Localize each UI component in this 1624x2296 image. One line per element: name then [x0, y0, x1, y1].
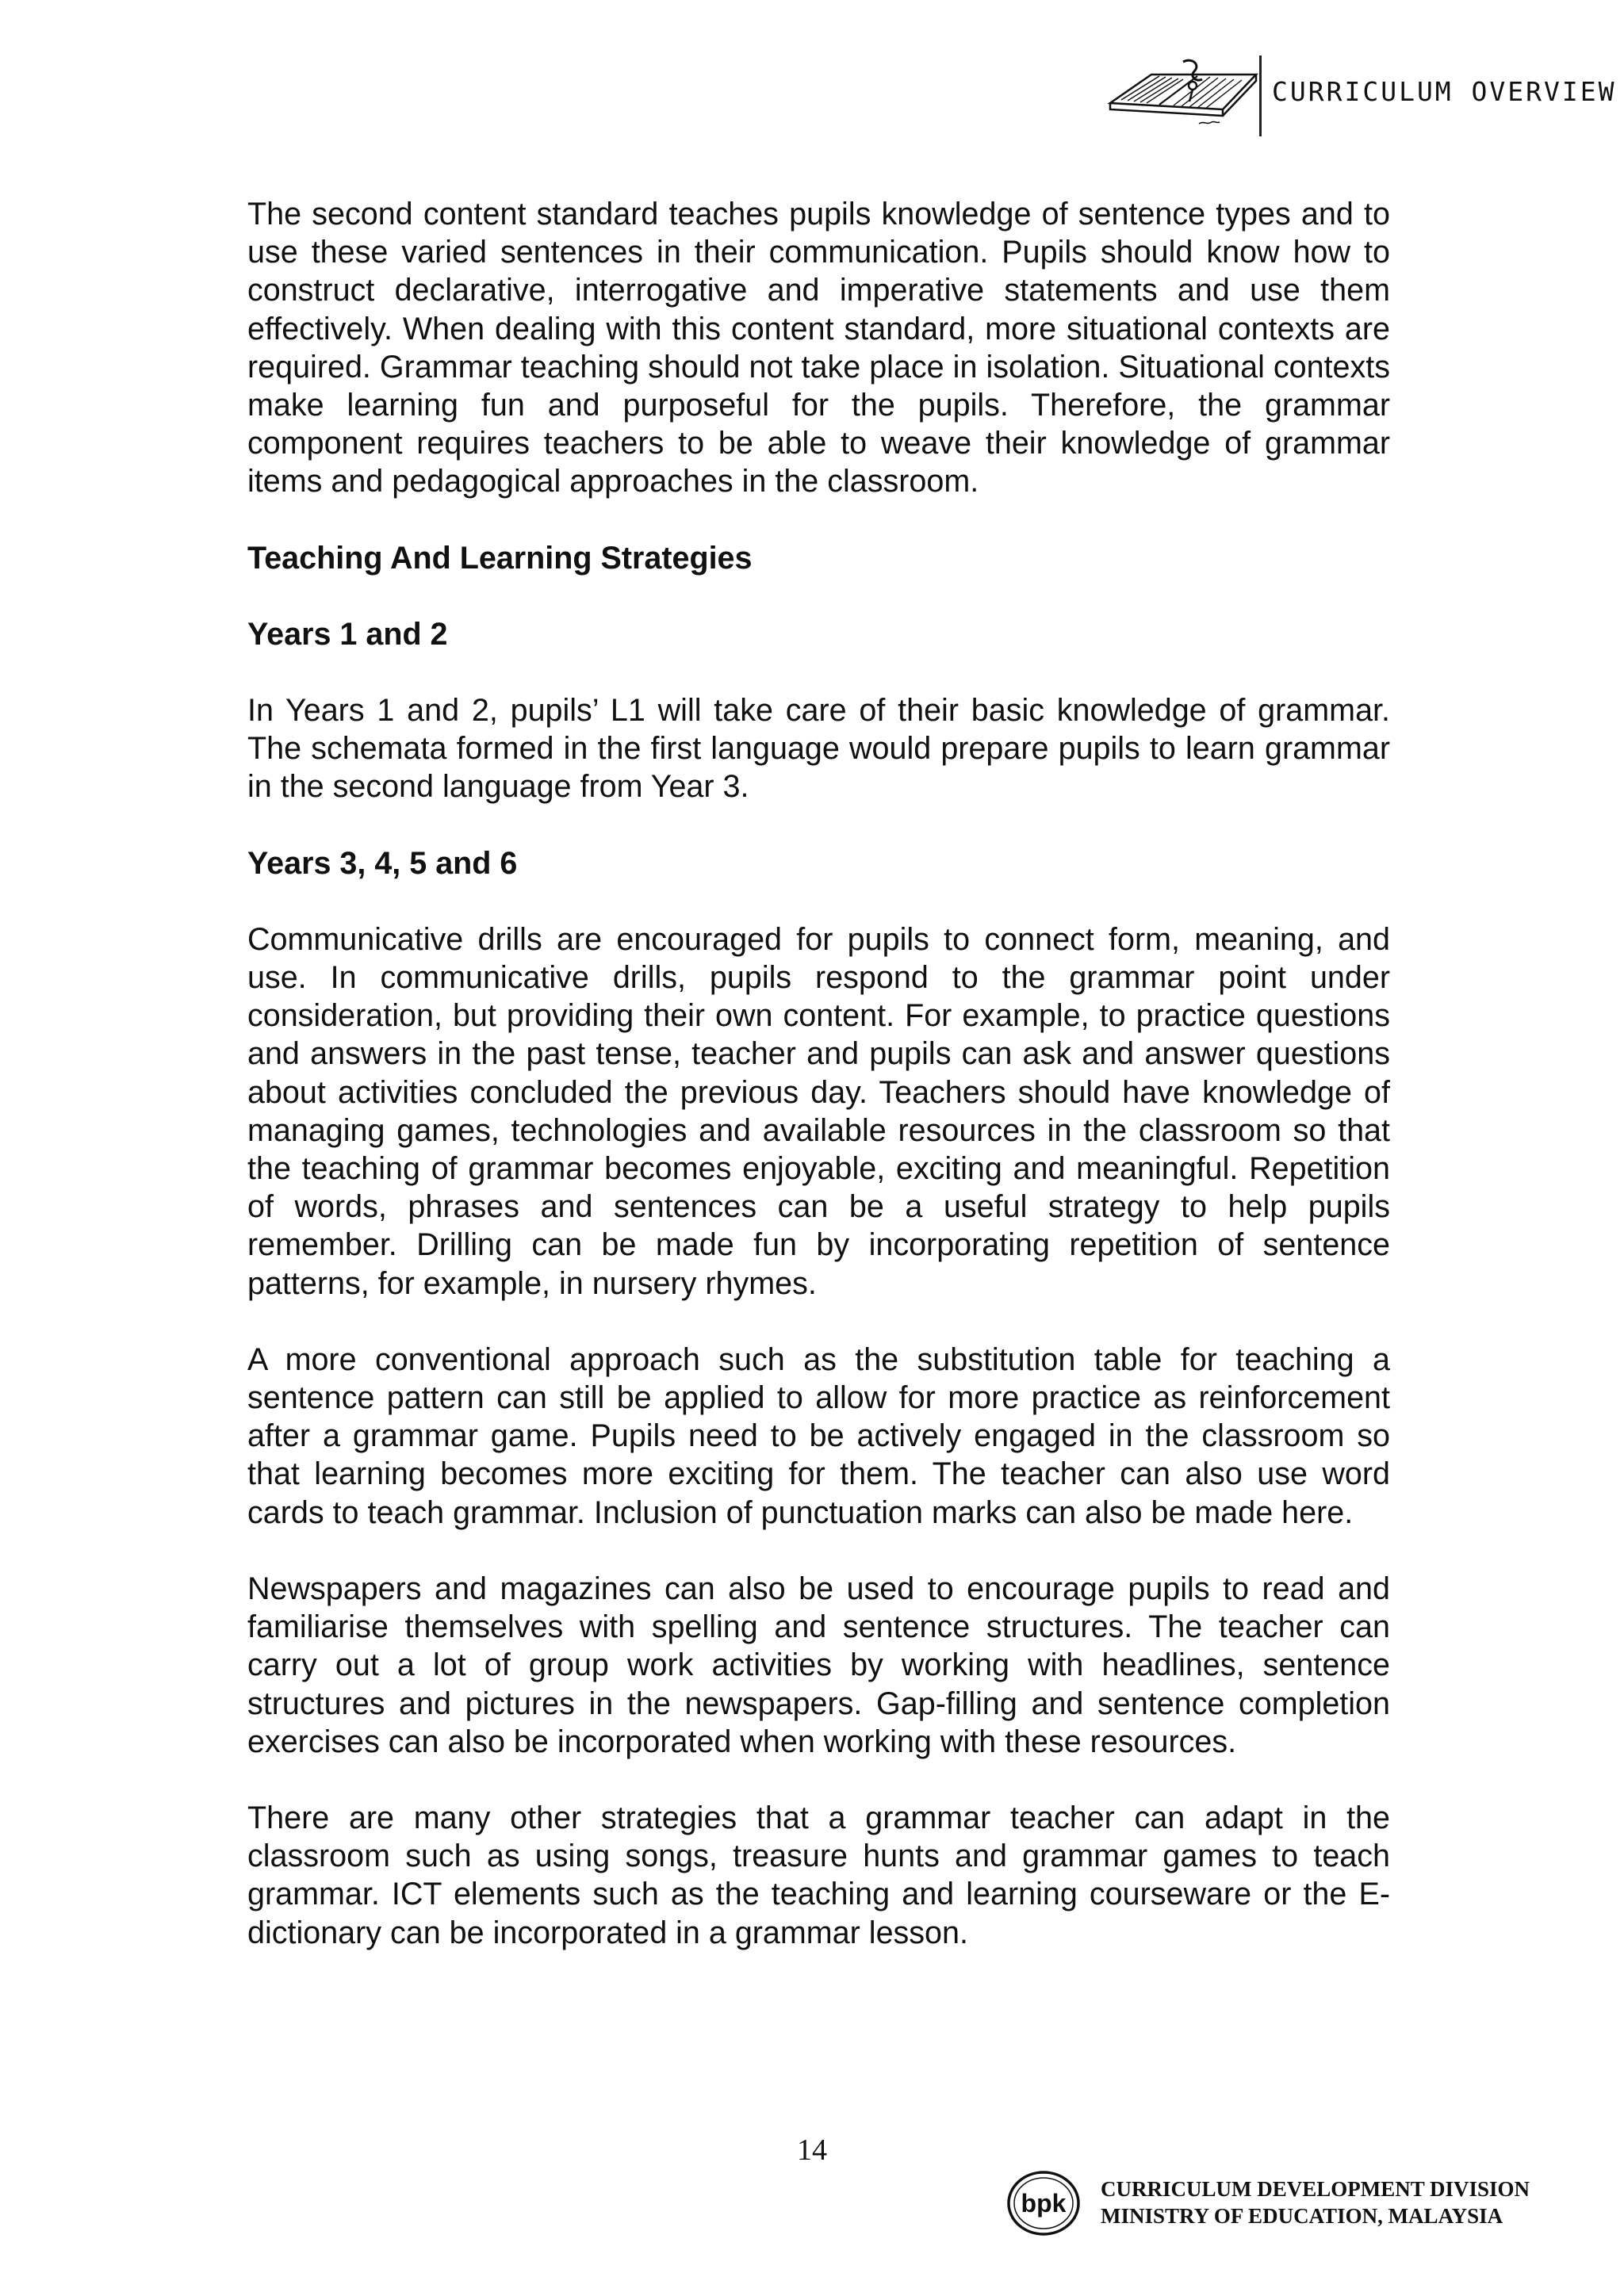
paragraph-other-strategies: There are many other strategies that a grammar teacher can adapt in the classroom such as using songs, treasure hunts and grammar games to teach grammar. ICT elements such as the teaching and learning courseware or the E-dictionary can be incorporated in a grammar lesson.: [247, 1800, 1390, 1950]
paragraph-newspapers-magazines: Newspapers and magazines can also be used to encourage pupils to read and familiarise themselves with spelling and sentence structures. The teacher can carry out a lot of group work activities by working with headlines, sentence structures and pictures in the newspapers. Gap-filling and sentence completion exercises can also be incorporated when working with these resources.: [247, 1571, 1390, 1759]
open-book-icon: [1104, 57, 1262, 136]
paragraph-communicative-drills: Communicative drills are encouraged for pupils to connect form, meaning, and use. In communicative drills, pupils respond to the grammar point under consideration, but providing their own content. For example, to practice questions and answers in the past tense, teacher and pupils can ask and answer questions about activities concluded the previous day. Teachers should have knowledge of managing games, technologies and available resources in the classroom so that the teaching of grammar becomes enjoyable, exciting and meaningful. Repetition of words, phrases and sentences can be a useful strategy to help pupils remember. Drilling can be made fun by incorporating repetition of sentence patterns, for example, in nursery rhymes.: [247, 921, 1390, 1301]
heading-years-3-6: Years 3, 4, 5 and 6: [247, 845, 518, 881]
bpk-logo-icon: [1005, 2169, 1082, 2237]
heading-years-1-2: Years 1 and 2: [247, 616, 448, 652]
footer-org-line-1: CURRICULUM DEVELOPMENT DIVISION: [1101, 2177, 1530, 2201]
page-header: [1104, 55, 1617, 143]
paragraph-content-standard: The second content standard teaches pupils knowledge of sentence types and to use these varied sentences in their communication. Pupils should know how to construct declarative, interrogative and imperative statements and use them effectively. When dealing with this content standard, more situational contexts are required. Grammar teaching should not take place in isolation. Situational contexts make learning fun and purposeful for the pupils. Therefore, the grammar component requires teachers to be able to weave their knowledge of grammar items and pedagogical approaches in the classroom.: [247, 197, 1390, 499]
paragraph-years-1-2: In Years 1 and 2, pupils’ L1 will take care of their basic knowledge of grammar. The schemata formed in the first language would prepare pupils to learn grammar in the second language from Year 3.: [247, 693, 1390, 805]
footer-org-line-2: MINISTRY OF EDUCATION, MALAYSIA: [1101, 2204, 1503, 2228]
page-content: [247, 195, 1390, 1990]
footer-organisation: [1101, 2175, 1530, 2229]
logo-text: bpk: [1021, 2189, 1067, 2218]
header-title: CURRICULUM OVERVIEW: [1272, 76, 1617, 107]
heading-teaching-learning-strategies: Teaching And Learning Strategies: [247, 540, 753, 576]
page-number: 14: [797, 2133, 827, 2167]
header-divider: [1259, 55, 1262, 136]
paragraph-conventional-approach: A more conventional approach such as the substitution table for teaching a sentence pattern can still be applied to allow for more practice as reinforcement after a grammar game. Pupils need to be actively engaged in the classroom so that learning becomes more exciting for them. The teacher can also use word cards to teach grammar. Inclusion of punctuation marks can also be made here.: [247, 1341, 1390, 1530]
